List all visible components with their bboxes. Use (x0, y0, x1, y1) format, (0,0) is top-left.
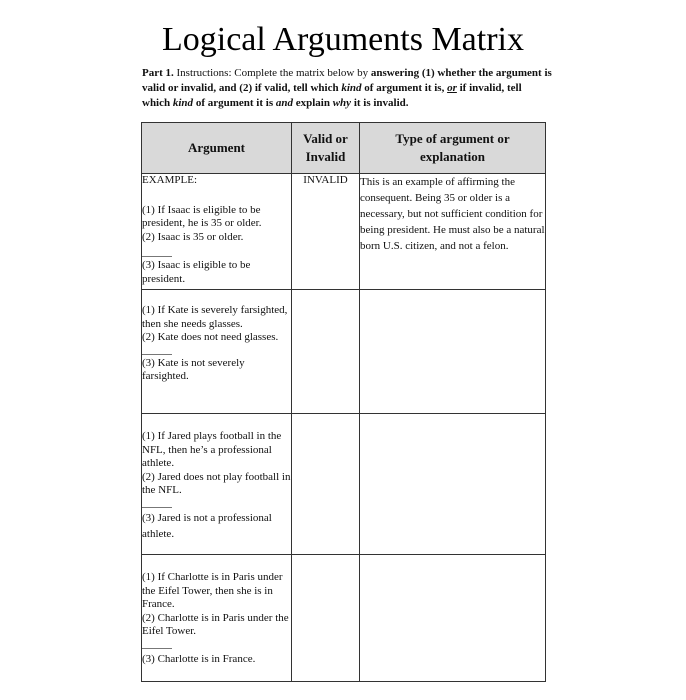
explanation-cell[interactable] (360, 414, 546, 555)
table-header-row (142, 123, 546, 174)
valid-cell[interactable] (292, 290, 360, 414)
instructions-paragraph (142, 66, 552, 111)
explanation-cell[interactable] (360, 555, 546, 682)
premise-2: (2) Isaac is 35 or older. (142, 230, 244, 243)
table-row (142, 174, 546, 290)
conclusion-divider (142, 256, 172, 257)
premise-1: (1) If Jared plays football in the NFL, then he’s a professional athlete. (142, 430, 282, 469)
premise-1: (1) If Charlotte is in Paris under the Eifel Tower, then she is in France. (142, 571, 283, 610)
page-title: Logical Arguments Matrix (162, 21, 524, 58)
argument-cell (142, 290, 292, 414)
explanation-cell[interactable]: This is an example of affirming the consequent. Being 35 or older is a necessary, but not sufficient condition for being president. He must also be a natural born U.S. citizen, and not a felon. (360, 174, 546, 290)
arguments-matrix-table (141, 122, 546, 682)
valid-cell[interactable] (292, 414, 360, 555)
instructions-bold-1: answering (1) whether the argument is valid or invalid, and (2) if valid, tell which (142, 67, 552, 94)
instructions-italic-2: kind (172, 97, 194, 109)
example-label: EXAMPLE: (142, 174, 197, 186)
instructions-bold-2: of argument it is, (361, 82, 448, 94)
conclusion: (3) Jared is not a professional athlete. (142, 511, 272, 540)
conclusion-divider (142, 507, 172, 508)
valid-cell[interactable]: INVALID (292, 174, 360, 290)
conclusion-divider (142, 354, 172, 355)
table-row (142, 290, 546, 414)
argument-cell (142, 555, 292, 682)
argument-cell (142, 414, 292, 555)
conclusion: (3) Kate is not severely farsighted. (142, 356, 245, 382)
premise-2: (2) Jared does not play football in the NFL. (142, 470, 291, 496)
premise-1: (1) If Kate is severely farsighted, then she needs glasses. (142, 304, 288, 330)
instructions-bold-5: explain (292, 97, 333, 109)
instructions-bold-3: if invalid, tell which (142, 82, 522, 109)
explanation-cell[interactable] (360, 290, 546, 414)
table-row (142, 414, 546, 555)
instructions-text: Instructions: Complete the matrix below by (173, 67, 371, 79)
instructions-and: and (275, 97, 293, 109)
instructions-italic-1: kind (341, 82, 362, 94)
header-valid-or-invalid: Valid or Invalid (292, 123, 360, 174)
premise-1: (1) If Isaac is eligible to be president, he is 35 or older. (142, 203, 262, 229)
instructions-italic-3: why (332, 97, 352, 109)
part-label: Part 1. (142, 67, 174, 79)
premise-2: (2) Charlotte is in Paris under the Eifel Tower. (142, 611, 289, 637)
instructions-or: or (447, 82, 457, 94)
header-type-or-explanation: Type of argument or explanation (360, 123, 546, 174)
header-argument: Argument (142, 123, 292, 174)
instructions-bold-4: of argument it is (193, 97, 276, 109)
valid-cell[interactable] (292, 555, 360, 682)
table-row (142, 555, 546, 682)
conclusion-divider (142, 648, 172, 649)
conclusion: (3) Isaac is eligible to be president. (142, 259, 251, 285)
conclusion: (3) Charlotte is in France. (142, 652, 256, 665)
argument-cell (142, 174, 292, 290)
premise-2: (2) Kate does not need glasses. (142, 331, 279, 343)
instructions-bold-6: it is invalid. (351, 97, 409, 109)
